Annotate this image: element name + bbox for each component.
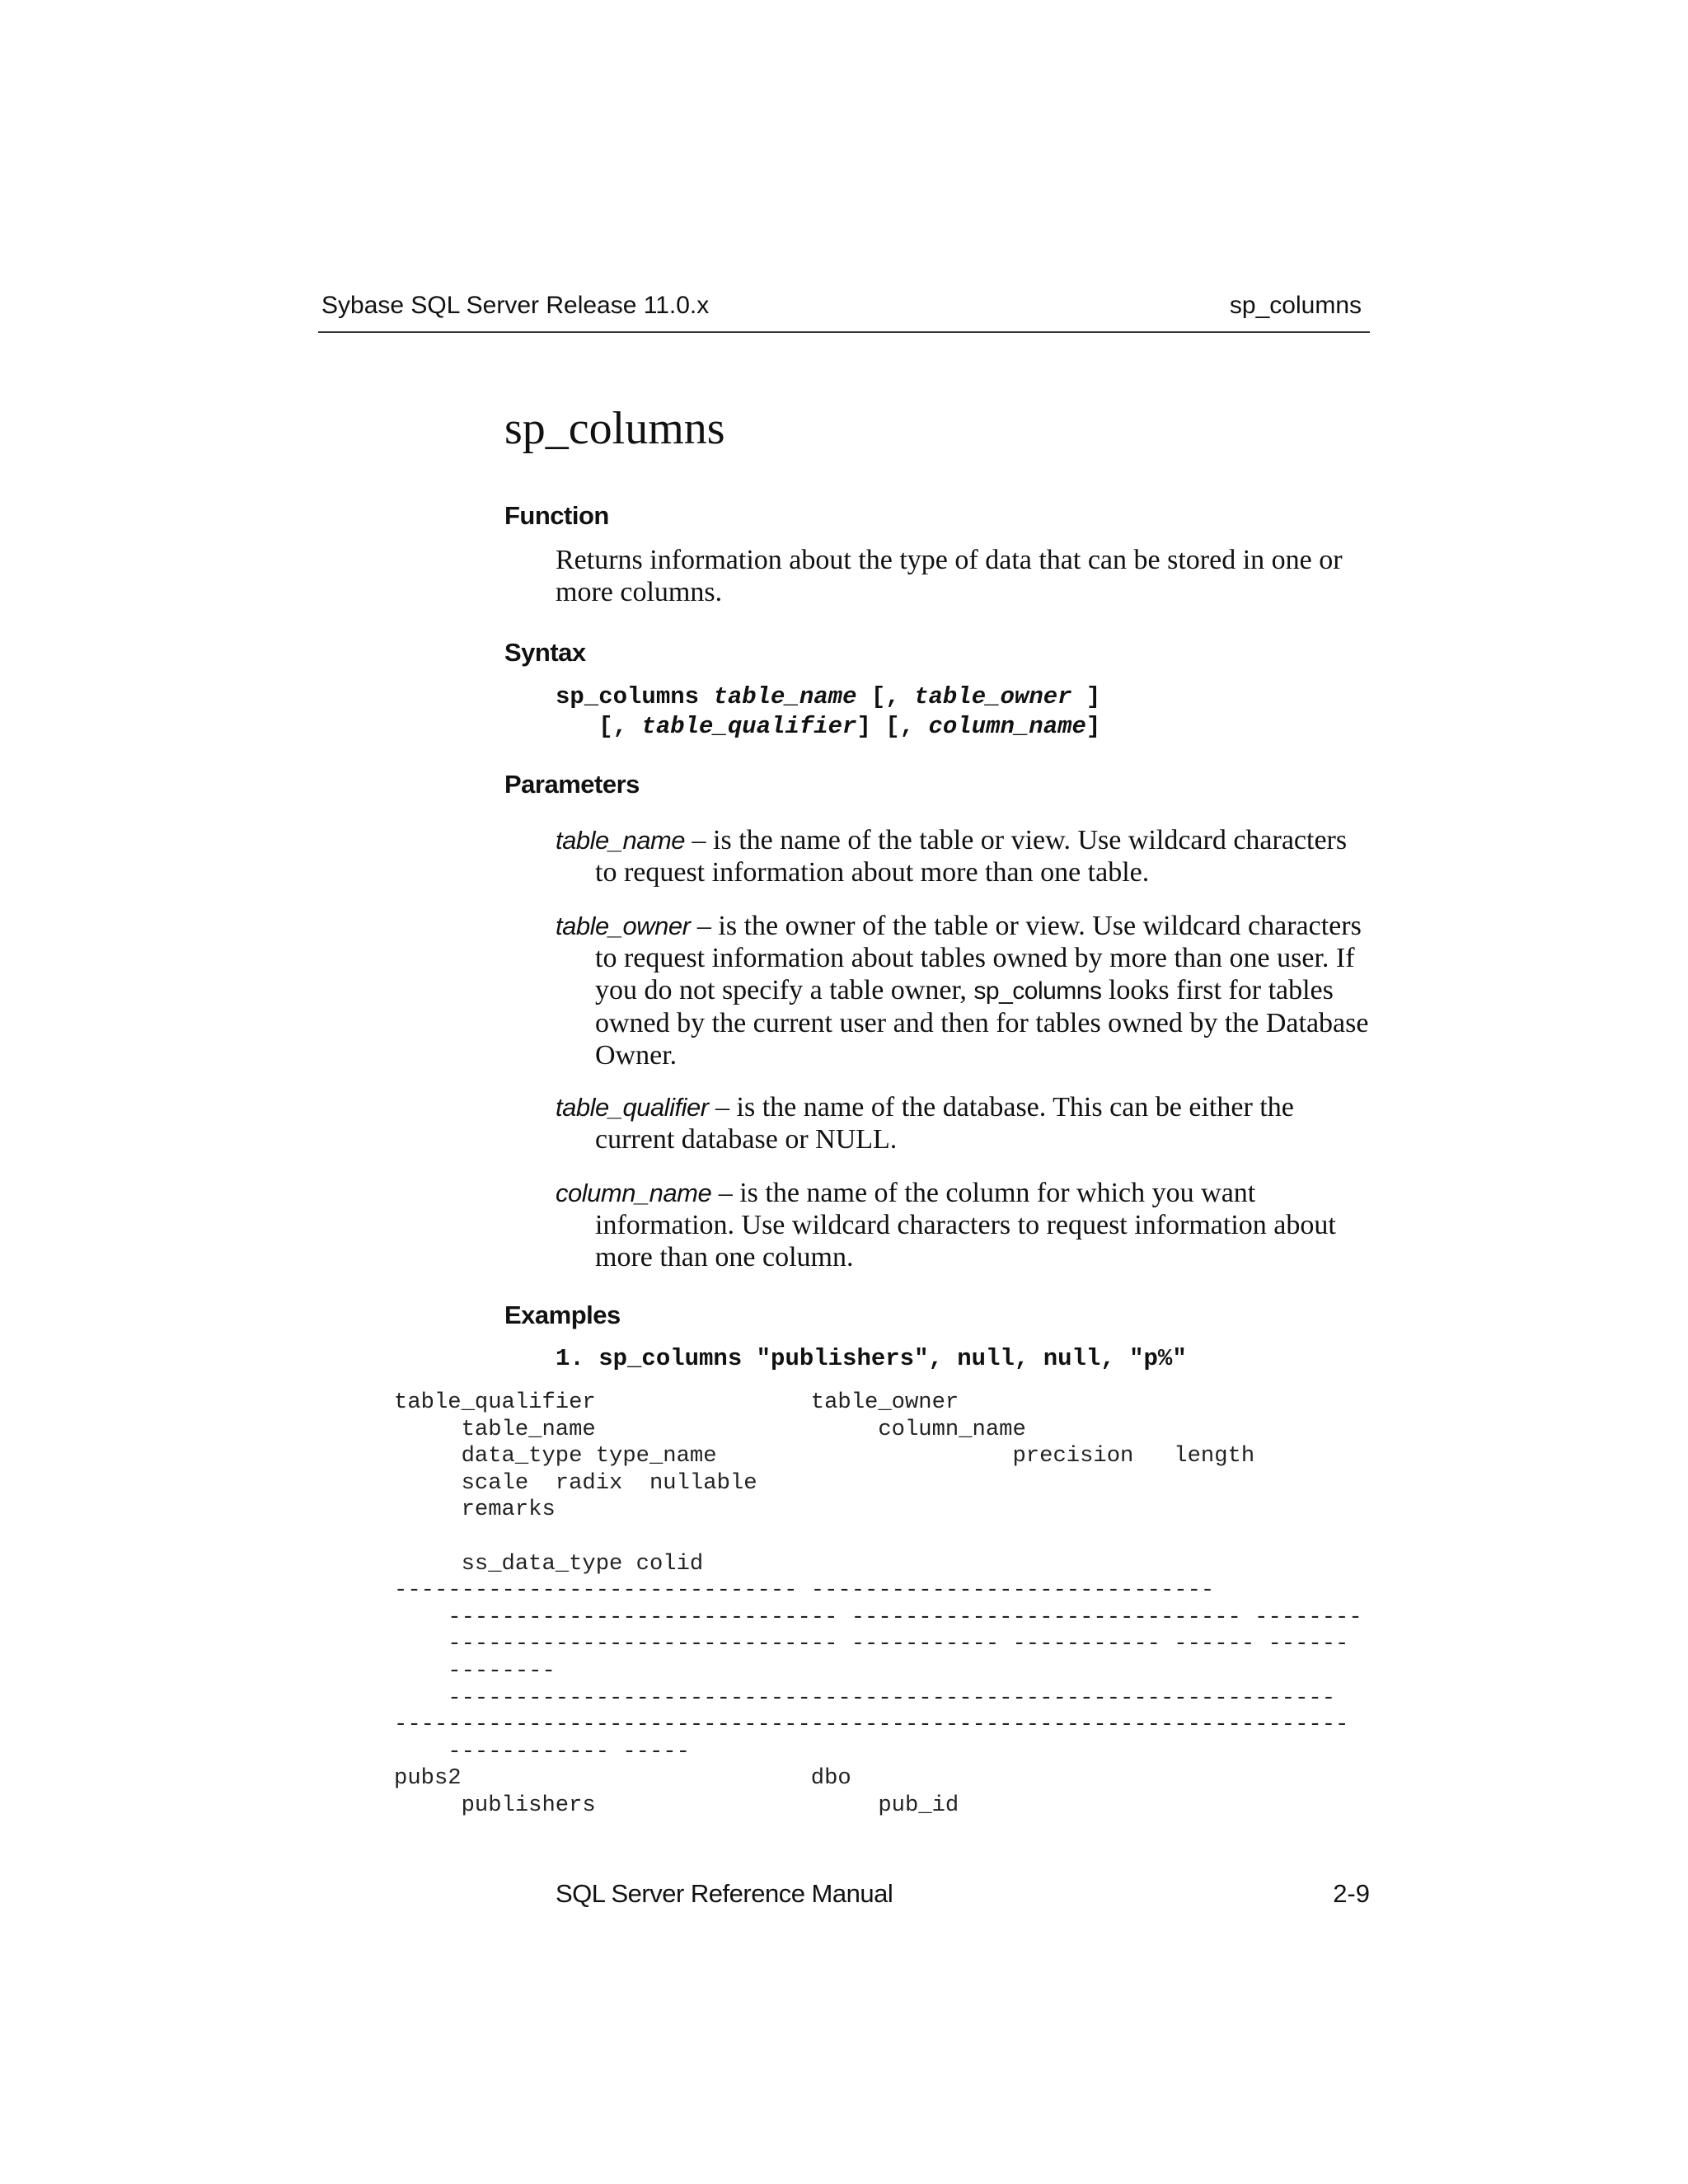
- syntax-param-table-owner: table_owner: [914, 683, 1072, 710]
- param-table-qualifier: [556, 1091, 1372, 1155]
- param-description: – is the owner of the table or view. Use wildcard characters to request information about tables owned by more than one user. If you do not specify a table owner,: [595, 911, 1362, 1005]
- syntax-punct: [,: [856, 683, 915, 710]
- footer-manual-title: SQL Server Reference Manual: [556, 1879, 893, 1908]
- parameters-heading: Parameters: [504, 770, 640, 799]
- syntax-param-table-name: table_name: [713, 683, 857, 710]
- syntax-command: sp_columns: [556, 683, 714, 710]
- syntax-block: [556, 682, 1100, 742]
- output-line: data_type type_name precision length: [394, 1443, 1255, 1469]
- param-description: – is the name of the table or view. Use wildcard characters to request information about more than one table.: [595, 825, 1348, 888]
- syntax-punct: ]: [1085, 713, 1101, 740]
- page-title: sp_columns: [504, 403, 725, 454]
- examples-heading: Examples: [504, 1301, 621, 1329]
- param-description: – is the name of the column for which you want information. Use wildcard characters to request information about more than one column.: [595, 1178, 1336, 1272]
- output-line: publishers pub_id: [394, 1792, 959, 1818]
- footer-page-number: 2-9: [1333, 1879, 1370, 1908]
- syntax-punct: ] [,: [856, 713, 929, 740]
- output-line: ------------------------------------------------------------------: [394, 1685, 1336, 1711]
- param-table-owner: [556, 910, 1372, 1071]
- example-output: [394, 1390, 1362, 1820]
- syntax-param-table-qualifier: table_qualifier: [641, 713, 857, 740]
- syntax-heading: Syntax: [504, 638, 586, 667]
- function-text: Returns information about the type of data that can be stored in one or more columns.: [556, 545, 1343, 607]
- output-line: table_name column_name: [394, 1416, 1026, 1442]
- output-line: --------: [394, 1657, 556, 1684]
- output-line: remarks: [394, 1497, 556, 1523]
- running-header: [318, 288, 1370, 333]
- output-line: scale radix nullable: [394, 1469, 757, 1496]
- param-column-name: [556, 1177, 1372, 1273]
- param-name: table_owner: [556, 912, 691, 940]
- output-line: table_qualifier table_owner: [394, 1390, 959, 1415]
- output-line: pubs2 dbo: [394, 1765, 851, 1792]
- param-name: table_name: [556, 826, 686, 855]
- syntax-punct: ]: [1071, 683, 1101, 710]
- output-line: ------------ -----: [394, 1738, 690, 1765]
- syntax-punct: [,: [556, 713, 642, 740]
- param-description-cont: looks first for tables owned by the current user and then for tables owned by the Database Owner.: [595, 975, 1369, 1071]
- param-description: – is the name of the database. This can be either the current database or NULL.: [595, 1092, 1294, 1155]
- output-line: ----------------------------- ----------- ----------- ------ ------: [394, 1631, 1349, 1657]
- output-line: ----------------------------- ----------------------------- --------: [394, 1604, 1362, 1630]
- header-topic: sp_columns: [1229, 292, 1362, 319]
- output-line: [394, 1524, 1362, 1551]
- syntax-param-column-name: column_name: [928, 713, 1086, 740]
- param-name: column_name: [556, 1179, 712, 1207]
- output-line: ------------------------------ ------------------------------: [394, 1577, 1215, 1604]
- inline-code: sp_columns: [973, 977, 1102, 1005]
- output-line: ss_data_type colid: [394, 1550, 704, 1577]
- output-line: -----------------------------------------------------------------------: [394, 1712, 1349, 1738]
- function-heading: Function: [504, 501, 609, 530]
- example-command: 1. sp_columns "publishers", null, null, "p%": [556, 1345, 1187, 1372]
- param-table-name: [556, 824, 1372, 888]
- param-name: table_qualifier: [556, 1093, 709, 1122]
- header-publication: Sybase SQL Server Release 11.0.x: [321, 292, 710, 319]
